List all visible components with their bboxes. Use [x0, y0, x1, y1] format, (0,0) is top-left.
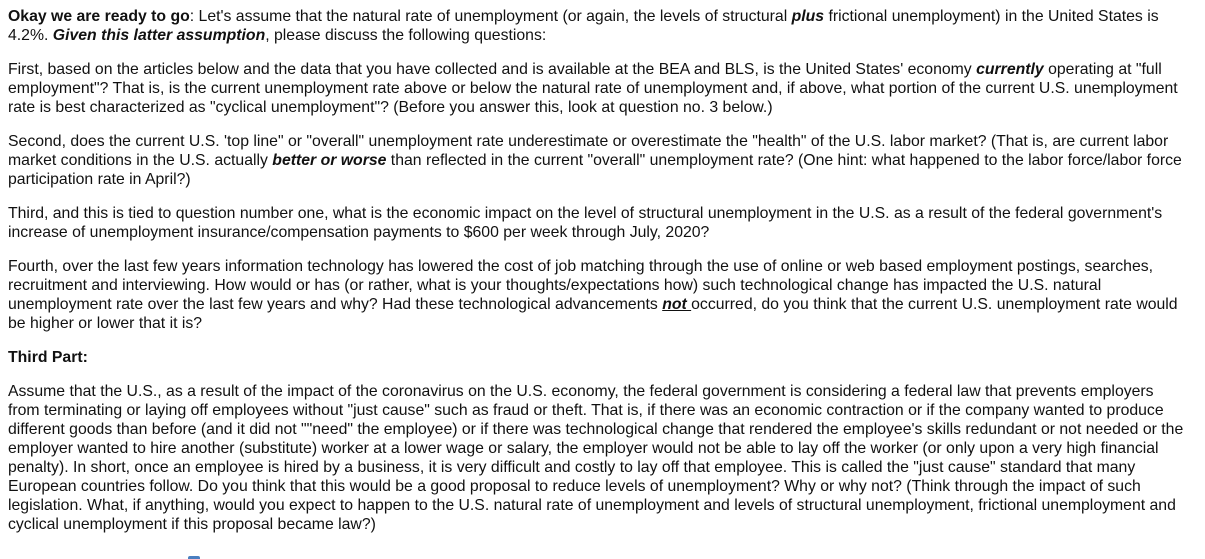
q2-better-worse-emphasis: better or worse	[272, 152, 387, 169]
q1-currently-emphasis: currently	[976, 61, 1044, 78]
document-body	[8, 7, 1188, 549]
q1-text-2: operating at "full employment"? That is, is the current unemployment rate above or below the natural rate of unemployment and, if above, what portion of the current U.S. unemployment rate is best characterized as "cyclical unemployment"? (Before you answer this, look at question no. 3 below.)	[8, 61, 1178, 116]
q4-not-emphasis: not	[662, 296, 692, 313]
q2-text-2: than reflected in the current "overall" unemployment rate? (One hint: what happened to the labor force/labor force participation rate in April?)	[8, 152, 1182, 188]
intro-text-1: : Let's assume that the natural rate of unemployment (or again, the levels of structural	[189, 8, 792, 25]
intro-lead: Okay we are ready to go	[8, 8, 190, 25]
q3-text: Third, and this is tied to question number one, what is the economic impact on the level of structural unemployment in the U.S. as a result of the federal government's increase of unemployment insurance/compensation payments to $600 per week through July, 2020?	[8, 205, 1163, 241]
third-part-heading: Third Part:	[8, 349, 88, 366]
question-2-paragraph	[8, 132, 1188, 189]
third-part-text: Assume that the U.S., as a result of the impact of the coronavirus on the U.S. economy, the federal government is considering a federal law that prevents employers from terminating or laying off employees without "just cause" such as fraud or theft. That is, if there was an economic contraction or if the company wanted to produce different goods than before (and it did not ""need" the employee) or if there was technological change that rendered the employee's skills redundant or not needed or the employer wanted to hire another (substitute) worker at a lower wage or salary, the employer would not be able to lay off the worker (or only upon a very high financial penalty). In short, once an employee is hired by a business, it is very difficult and costly to lay off that employee. This is called the "just cause" standard that many European countries follow. Do you think that this would be a good proposal to reduce levels of unemployment? Why or why not? (Think through the impact of such legislation. What, if anything, would you expect to happen to the U.S. natural rate of unemployment and levels of structural unemployment, frictional unemployment and cyclical unemployment if this proposal became law?)	[8, 383, 1184, 533]
q1-text-1: First, based on the articles below and the data that you have collected and is available at the BEA and BLS, is the United States' economy	[8, 61, 977, 78]
third-part-paragraph	[8, 382, 1188, 534]
intro-text-2: frictional unemployment) in the United States is 4.2%.	[8, 8, 1159, 44]
intro-paragraph	[8, 7, 1188, 45]
q4-text-2: occurred, do you think that the current U.S. unemployment rate would be higher or lower that it is?	[8, 296, 1178, 332]
intro-plus-emphasis: plus	[791, 8, 825, 25]
question-1-paragraph	[8, 60, 1188, 117]
intro-given-emphasis: Given this latter assumption	[52, 27, 266, 44]
question-3-paragraph	[8, 204, 1188, 242]
q2-text-1: Second, does the current U.S. 'top line" or "overall" unemployment rate underestimate or overestimate the "health" of the U.S. labor market? (That is, are current labor market conditions in the U.S. actually	[8, 133, 1169, 169]
q4-text-1: Fourth, over the last few years information technology has lowered the cost of job matching through the use of online or web based employment postings, searches, recruitment and interviewing. How would or has (or rather, what is your thoughts/expectations how) such technological change has impacted the U.S. natural unemployment rate over the last few years and why? Had these technological advancements	[8, 258, 1154, 313]
question-4-paragraph	[8, 257, 1188, 333]
intro-text-3: , please discuss the following questions:	[265, 27, 547, 44]
